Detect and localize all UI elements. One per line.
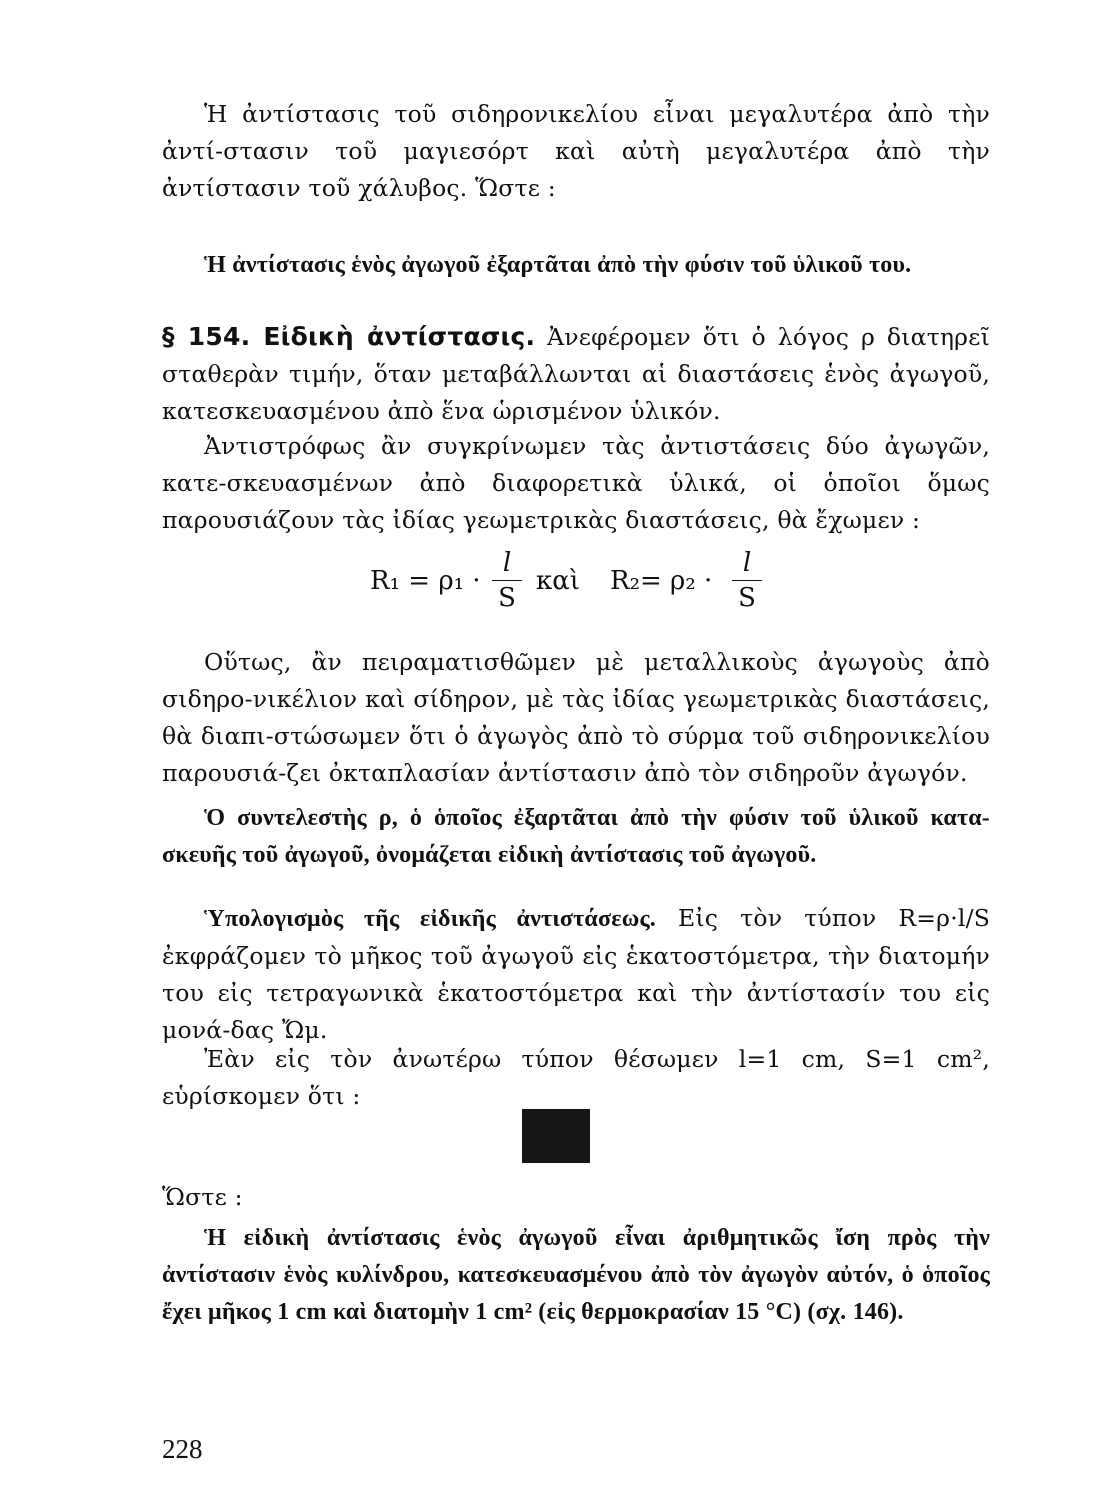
- section-154-text: Ἀνεφέρομεν ὅτι ὁ λόγος ρ διατηρεῖ σταθερὰν τιμήν, ὅταν μεταβάλλωνται αἱ διαστάσεις ἑνὸς ἀγωγοῦ, κατεσκευασμένου ἀπὸ ἕνα ὡρισμένον ὑλικόν.: [162, 323, 990, 425]
- fraction-bar: [732, 580, 762, 581]
- redacted-formula-box: [522, 1109, 590, 1163]
- bold-definition-specific-resistance: Ὁ συντελεστὴς ρ, ὁ ὁποῖος ἐξαρτᾶται ἀπὸ τὴν φύσιν τοῦ ὑλικοῦ κατα-σκευῆς τοῦ ἀγωγοῦ, ὀνομάζεται εἰδικὴ ἀντίστασις τοῦ ἀγωγοῦ.: [162, 805, 990, 868]
- page-number: 228: [162, 1434, 203, 1464]
- bold-statement-material-dependence: Ἡ ἀντίστασις ἑνὸς ἀγωγοῦ ἐξαρτᾶται ἀπὸ τὴν φύσιν τοῦ ὑλικοῦ του.: [204, 252, 912, 278]
- formula-r1: R₁ = ρ₁ ·: [370, 566, 481, 596]
- denominator-s: S: [738, 583, 756, 613]
- paragraph-iron-nickel-resistance: Ἡ ἀντίστασις τοῦ σιδηρονικελίου εἶναι μεγαλυτέρα ἀπὸ τὴν ἀντί-στασιν τοῦ μαγιεσόρτ καὶ αὐτὴ μεγαλυτέρα ἀπὸ τὴν ἀντίστασιν τοῦ χάλυβος. Ὥστε :: [162, 100, 990, 202]
- fraction-l-over-s-1: [492, 548, 522, 613]
- paragraph-substitution: Ἐὰν εἰς τὸν ἀνωτέρω τύπον θέσωμεν l=1 cm, S=1 cm², εὑρίσκομεν ὅτι :: [162, 1045, 990, 1110]
- section-154-heading: § 154. Εἰδικὴ ἀντίστασις.: [162, 322, 536, 351]
- section-154-paragraph: [162, 318, 990, 430]
- formula-r2: R₂= ρ₂ ·: [610, 566, 713, 596]
- paragraph-therefore: Ὥστε :: [162, 1183, 243, 1211]
- denominator-s: S: [498, 583, 516, 613]
- calculation-text: Εἰς τὸν τύπον R=ρ·l/S ἐκφράζομεν τὸ μῆκος τοῦ ἀγωγοῦ εἰς ἑκατοστόμετρα, τὴν διατομήν του εἰς τετραγωνικὰ ἑκατοστόμετρα καὶ τὴν ἀντίστασίν του εἰς μονά-δας Ὤμ.: [162, 904, 990, 1044]
- calculation-heading: Ὑπολογισμὸς τῆς εἰδικῆς ἀντιστάσεως.: [204, 906, 657, 932]
- formula-connector: καὶ: [536, 566, 581, 596]
- numerator-l: l: [742, 548, 752, 578]
- calculation-paragraph: [162, 900, 990, 1049]
- numerator-l: l: [502, 548, 512, 578]
- fraction-bar: [492, 580, 522, 581]
- paragraph-experiment: Οὕτως, ἂν πειραματισθῶμεν μὲ μεταλλικοὺς ἀγωγοὺς ἀπὸ σιδηρο-νικέλιον καὶ σίδηρον, μὲ τὰς ἰδίας γεωμετρικὰς διαστάσεις, θὰ διαπι-στώσωμεν ὅτι ὁ ἀγωγὸς ἀπὸ τὸ σύρμα τοῦ σιδηρονικελίου παρουσιά-ζει ὀκταπλασίαν ἀντίστασιν ἀπὸ τὸν σιδηροῦν ἀγωγόν.: [162, 648, 990, 787]
- paragraph-comparison: Ἀντιστρόφως ἂν συγκρίνωμεν τὰς ἀντιστάσεις δύο ἀγωγῶν, κατε-σκευασμένων ἀπὸ διαφορετικὰ ὑλικά, οἱ ὁποῖοι ὅμως παρουσιάζουν τὰς ἰδίας γεωμετρικὰς διαστάσεις, θὰ ἔχωμεν :: [162, 432, 990, 534]
- fraction-l-over-s-2: [732, 548, 762, 613]
- bold-final-definition: Ἡ εἰδικὴ ἀντίστασις ἑνὸς ἀγωγοῦ εἶναι ἀριθμητικῶς ἴση πρὸς τὴν ἀντίστασιν ἑνὸς κυλίνδρου, κατεσκευασμένου ἀπὸ τὸν ἀγωγὸν αὐτόν, ὁ ὁποῖος ἔχει μῆκος 1 cm καὶ διατομὴν 1 cm² (εἰς θερμοκρασίαν 15 °C) (σχ. 146).: [162, 1225, 990, 1325]
